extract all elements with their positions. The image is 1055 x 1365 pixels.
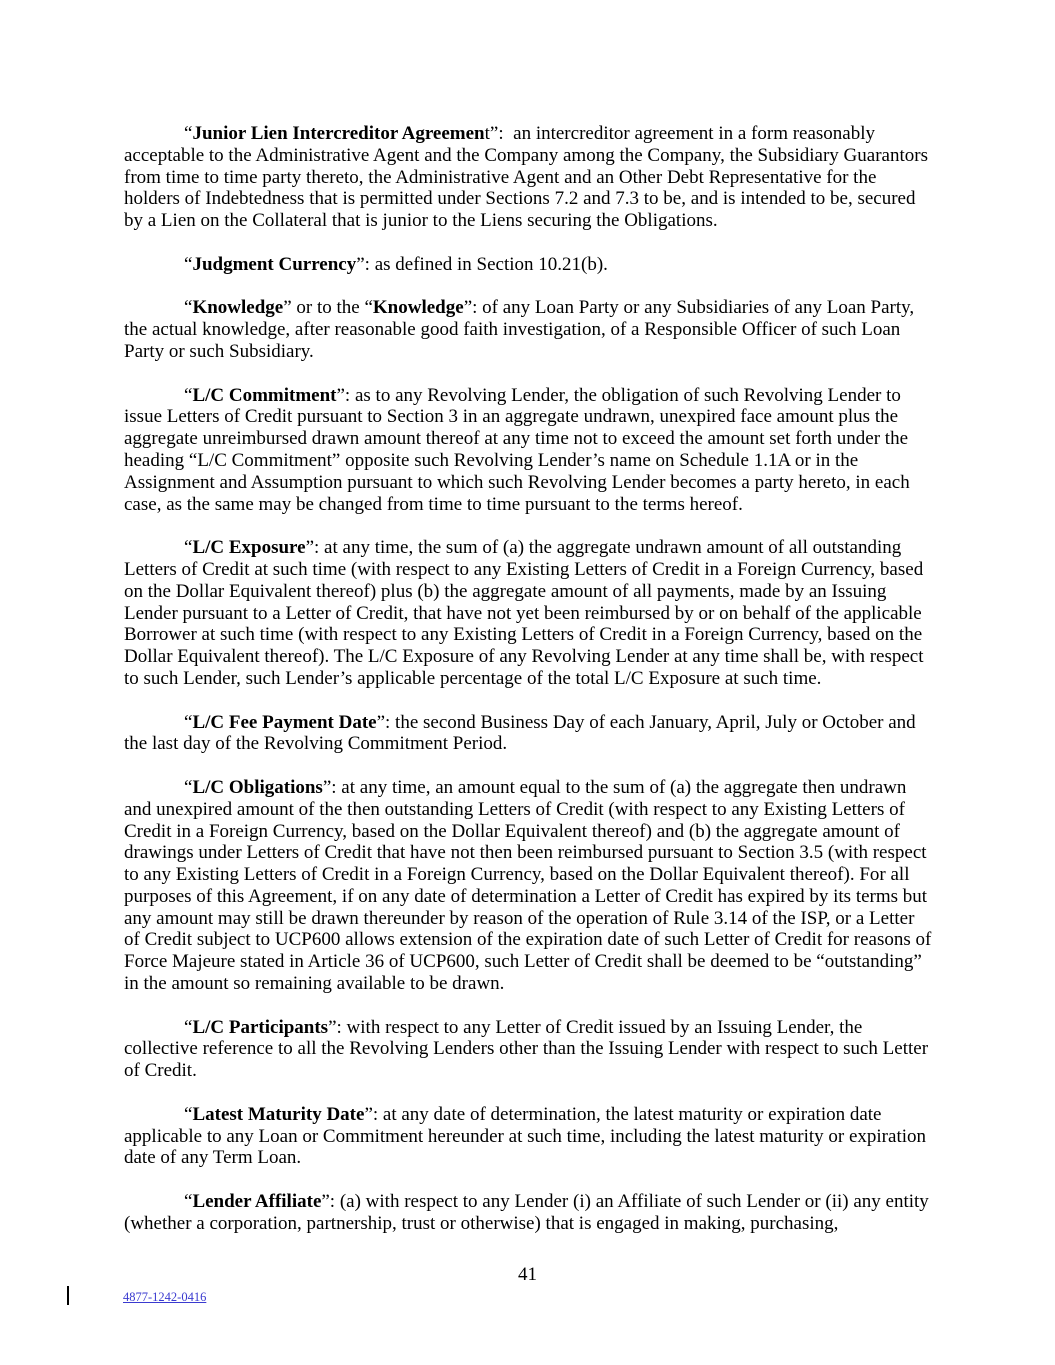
definition-text: “ <box>184 1016 193 1038</box>
defined-term: L/C Exposure <box>192 537 306 559</box>
defined-term: L/C Obligations <box>192 776 323 798</box>
definition-text: “ <box>184 1191 193 1213</box>
definitions-list <box>124 123 937 1256</box>
defined-term: Lender Affiliate <box>192 1191 322 1213</box>
definition-text: ”: as defined in Section 10.21(b). <box>356 253 608 275</box>
definition-text: ”: with respect to any Letter of Credit issued by an Issuing Lender, the collective reference to all the Revolving Lenders other than the Issuing Lender with respect to such Letter of Credit. <box>124 1016 933 1082</box>
definition-latest-maturity-date <box>124 1104 934 1169</box>
definition-text: “ <box>184 123 193 144</box>
definition-text: ”: (a) with respect to any Lender (i) an Affiliate of such Lender or (ii) any entity (whether a corporation, partnership, trust or otherwise) that is engaged in making, purchasing, <box>124 1191 934 1234</box>
definition-lc-participants <box>124 1017 934 1082</box>
defined-term: Knowledge <box>192 297 284 319</box>
defined-term: Judgment Currency <box>192 253 357 275</box>
definition-lc-commitment <box>124 385 934 516</box>
definition-text: ”: of any Loan Party or any Subsidiaries of any Loan Party, the actual knowledge, after reasonable good faith investigation, of a Responsible Officer of such Loan Party or such Subsidiary. <box>124 297 919 362</box>
defined-term: Knowledge <box>372 297 464 319</box>
definition-text: “ <box>184 537 193 559</box>
definition-lc-fee-payment-date <box>124 712 934 756</box>
footer-doc-id-link[interactable]: 4877-1242-0416 <box>123 1290 207 1304</box>
definition-text: ”: as to any Revolving Lender, the obligation of such Revolving Lender to issue Letters of Credit pursuant to Section 3 in an aggregate undrawn, unexpired face amount plus the aggregate unreimbursed drawn amount thereof at any time not to exceed the amount set forth under the heading “L/C Commitment” opposite such Revolving Lender’s name on Schedule 1.1A or in the Assignment and Assumption pursuant to which such Revolving Lender becomes a party hereto, in each case, as the same may be changed from time to time pursuant to the terms hereof. <box>124 384 915 515</box>
definition-text: ”: at any date of determination, the latest maturity or expiration date applicable to any Loan or Commitment hereunder at such time, including the latest maturity or expiration date of any Term Loan. <box>124 1103 931 1169</box>
defined-term: L/C Participants <box>192 1016 329 1038</box>
definition-text: “ <box>184 297 193 319</box>
definition-text: “ <box>184 1103 193 1125</box>
definition-junior-lien-intercreditor-agreement <box>124 123 934 232</box>
defined-term: Junior Lien Intercreditor Agreemen <box>192 123 485 144</box>
definition-text: “ <box>184 253 193 275</box>
definition-text: “ <box>184 776 193 798</box>
defined-term: L/C Fee Payment Date <box>192 711 377 733</box>
definition-text: “ <box>184 711 193 733</box>
definition-judgment-currency <box>124 254 934 276</box>
definition-text: “ <box>184 384 193 406</box>
definition-lc-exposure <box>124 537 934 690</box>
definition-lc-obligations <box>124 776 937 995</box>
definition-lender-affiliate <box>124 1191 934 1235</box>
definition-text: ”: at any time, an amount equal to the sum of (a) the aggregate then undrawn and unexpired amount of the then outstanding Letters of Credit (with respect to any Existing Letters of Credit in a Foreign Currency, based on the Dollar Equivalent thereof) and (b) the aggregate amount of drawings under Letters of Credit that have not then been reimbursed pursuant to Section 3.5 (with respect to any Existing Letters of Credit in a Foreign Currency, based on the Dollar Equivalent thereof). For all purposes of this Agreement, if on any date of determination a Letter of Credit has expired by its terms but any amount may still be drawn thereunder by reason of the operation of Rule 3.14 of the ISP, or a Letter of Credit subject to UCP600 allows extension of the expiration date of such Letter of Credit for reasons of Force Majeure stated in Article 36 of UCP600, such Letter of Credit shall be deemed to be “outstanding” in the amount so remaining available to be drawn. <box>124 776 937 995</box>
change-bar-mark <box>67 1286 69 1305</box>
defined-term: L/C Commitment <box>192 384 337 406</box>
definition-text: ”: the second Business Day of each January, April, July or October and the last day of the Revolving Commitment Period. <box>124 711 921 755</box>
definition-text: t”: an intercreditor agreement in a form reasonably acceptable to the Administrative Agent and the Company among the Company, the Subsidiary Guarantors from time to time party thereto, the Administrative Agent and an Other Debt Representative for the holders of Indebtedness that is permitted under Sections 7.2 and 7.3 to be, and is intended to be, secured by a Lien on the Collateral that is junior to the Liens securing the Obligations. <box>124 123 933 232</box>
page-number: 41 <box>518 1264 537 1285</box>
definition-text: ”: at any time, the sum of (a) the aggregate undrawn amount of all outstanding Letters of Credit at such time (with respect to any Existing Letters of Credit in a Foreign Currency, based on the Dollar Equivalent thereof) plus (b) the aggregate amount of all payments, made by an Issuing Lender pursuant to a Letter of Credit, that have not yet been reimbursed by or on behalf of the applicable Borrower at such time (with respect to any Existing Letters of Credit in a Foreign Currency, based on the Dollar Equivalent thereof). The L/C Exposure of any Revolving Lender at any time shall be, with respect to such Lender, such Lender’s applicable percentage of the total L/C Exposure at such time. <box>124 537 929 689</box>
definition-text: ” or to the “ <box>283 297 373 319</box>
defined-term: Latest Maturity Date <box>192 1103 365 1125</box>
definition-knowledge <box>124 297 934 362</box>
